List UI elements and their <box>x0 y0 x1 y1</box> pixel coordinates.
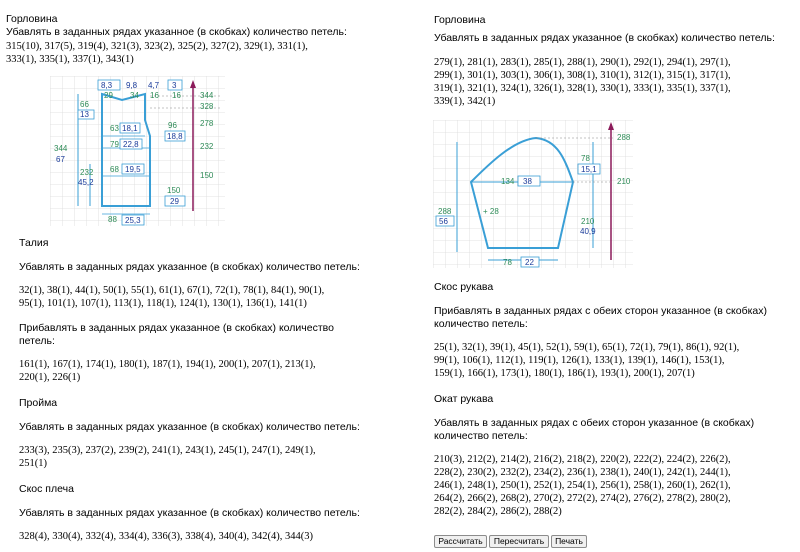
sleeve-neck-rows-line: 339(1), 342(1) <box>434 96 496 107</box>
label-text: 67 <box>56 155 65 164</box>
label-text: 56 <box>439 217 448 226</box>
label-text: 16 <box>150 91 159 100</box>
waist-dec-rows-line: 32(1), 38(1), 44(1), 50(1), 55(1), 61(1), 67(1), 72(1), 78(1), 84(1), 90(1), <box>19 285 325 296</box>
armhole-rows-line: 251(1) <box>19 458 47 469</box>
label-text: 134 <box>501 177 515 186</box>
sleeve-neck-rows-line: 279(1), 281(1), 283(1), 285(1), 288(1), 290(1), 292(1), 294(1), 297(1), <box>434 57 731 68</box>
sleeve-cap-title: Окат рукава <box>434 393 494 405</box>
label-text: 328 <box>200 102 214 111</box>
sleeve-slope-instruction: количество петель: <box>434 318 528 330</box>
label-text: 38 <box>523 177 532 186</box>
armhole-rows-line: 233(3), 235(3), 237(2), 239(2), 241(1), 243(1), 245(1), 247(1), 249(1), <box>19 445 316 456</box>
label-text: 15,1 <box>581 165 597 174</box>
waist-inc-rows-line: 220(1), 226(1) <box>19 372 81 383</box>
label-text: 4,7 <box>148 81 160 90</box>
label-text: 66 <box>80 100 89 109</box>
sleeve-slope-title: Скос рукава <box>434 281 494 293</box>
label-text: 150 <box>200 171 214 180</box>
waist-title: Талия <box>19 237 49 249</box>
label-text: 22 <box>525 258 534 267</box>
neck-instruction: Убавлять в заданных рядах указанное (в скобках) количество петель: <box>6 26 347 38</box>
label-text: 78 <box>503 258 512 267</box>
body-diagram <box>50 76 225 226</box>
armhole-instruction: Убавлять в заданных рядах указанное (в скобках) количество петель: <box>19 421 360 433</box>
label-text: 29 <box>170 197 179 206</box>
label-text: 96 <box>168 121 177 130</box>
label-text: + 28 <box>483 207 499 216</box>
shoulder-rows-line: 328(4), 330(4), 332(4), 334(4), 336(3), 338(4), 340(4), 342(4), 344(3) <box>19 531 313 542</box>
label-text: 232 <box>200 142 214 151</box>
waist-inc-instruction: Прибавлять в заданных рядах указанное (в скобках) количество <box>19 322 334 334</box>
waist-dec-rows-line: 95(1), 101(1), 107(1), 113(1), 118(1), 124(1), 130(1), 136(1), 141(1) <box>19 298 307 309</box>
grid <box>433 120 633 268</box>
sleeve-diagram <box>433 120 633 268</box>
sleeve-slope-instruction: Прибавлять в заданных рядах с обеих сторон указанное (в скобках) <box>434 305 767 317</box>
label-text: 3 <box>172 81 177 90</box>
sleeve-cap-rows-line: 246(1), 248(1), 250(1), 252(1), 254(1), 256(1), 258(1), 260(1), 262(1), <box>434 480 731 491</box>
sleeve-cap-rows-line: 228(2), 230(2), 232(2), 234(2), 236(1), 238(1), 240(1), 242(1), 244(1), <box>434 467 731 478</box>
label-text: 288 <box>438 207 452 216</box>
label-text: 278 <box>200 119 214 128</box>
label-text: 232 <box>80 168 94 177</box>
label-text: 79 <box>110 140 119 149</box>
sleeve-neck-instruction: Убавлять в заданных рядах указанное (в скобках) количество петель: <box>434 32 775 44</box>
shoulder-instruction: Убавлять в заданных рядах указанное (в скобках) количество петель: <box>19 507 360 519</box>
label-text: 63 <box>110 124 119 133</box>
label-text: 344 <box>54 144 68 153</box>
label-text: 29 <box>104 91 113 100</box>
label-text: 34 <box>130 91 139 100</box>
print-button[interactable]: Печать <box>551 535 587 548</box>
label-text: 210 <box>617 177 631 186</box>
label-text: 18,8 <box>167 132 183 141</box>
neck-title: Горловина <box>6 13 58 25</box>
sleeve-slope-rows-line: 159(1), 166(1), 173(1), 180(1), 186(1), 193(1), 200(1), 207(1) <box>434 368 695 379</box>
sleeve-neck-title: Горловина <box>434 14 486 26</box>
sleeve-cap-rows-line: 282(2), 284(2), 286(2), 288(2) <box>434 506 562 517</box>
sleeve-cap-rows-line: 264(2), 266(2), 268(2), 270(2), 272(2), 274(2), 276(2), 278(2), 280(2), <box>434 493 731 504</box>
sleeve-cap-instruction: Убавлять в заданных рядах с обеих сторон указанное (в скобках) <box>434 417 755 429</box>
label-text: 78 <box>581 154 590 163</box>
sleeve-neck-rows-line: 319(1), 321(1), 324(1), 326(1), 328(1), 330(1), 333(1), 335(1), 337(1), <box>434 83 731 94</box>
label-text: 150 <box>167 186 181 195</box>
label-text: 288 <box>617 133 631 142</box>
waist-inc-instruction: петель: <box>19 335 55 347</box>
sleeve-slope-rows-line: 25(1), 32(1), 39(1), 45(1), 52(1), 59(1), 65(1), 72(1), 79(1), 86(1), 92(1), <box>434 342 740 353</box>
label-text: 16 <box>172 91 181 100</box>
sleeve-cap-rows-line: 210(3), 212(2), 214(2), 216(2), 218(2), 220(2), 222(2), 224(2), 226(2), <box>434 454 731 465</box>
recalculate-button[interactable]: Пересчитать <box>489 535 549 548</box>
label-text: 45,2 <box>78 178 94 187</box>
body-diagram-svg <box>50 76 225 226</box>
label-text: 22,8 <box>123 140 139 149</box>
neck-rows-line: 315(10), 317(5), 319(4), 321(3), 323(2), 325(2), 327(2), 329(1), 331(1), <box>6 41 308 52</box>
label-text: 18,1 <box>122 124 138 133</box>
label-text: 40,9 <box>580 227 596 236</box>
label-text: 13 <box>80 110 89 119</box>
shoulder-title: Скос плеча <box>19 483 74 495</box>
label-text: 8,3 <box>101 81 113 90</box>
label-text: 210 <box>581 217 595 226</box>
label-text: 68 <box>110 165 119 174</box>
neck-rows-line: 333(1), 335(1), 337(1), 343(1) <box>6 54 134 65</box>
sleeve-neck-rows-line: 299(1), 301(1), 303(1), 306(1), 308(1), 310(1), 312(1), 315(1), 317(1), <box>434 70 731 81</box>
sleeve-cap-instruction: количество петель: <box>434 430 528 442</box>
waist-inc-rows-line: 161(1), 167(1), 174(1), 180(1), 187(1), 194(1), 200(1), 207(1), 213(1), <box>19 359 316 370</box>
label-text: 88 <box>108 215 117 224</box>
label-text: 9,8 <box>126 81 138 90</box>
label-text: 25,3 <box>125 216 141 225</box>
sleeve-diagram-svg <box>433 120 633 268</box>
sleeve-slope-rows-line: 99(1), 106(1), 112(1), 119(1), 126(1), 133(1), 139(1), 146(1), 153(1), <box>434 355 725 366</box>
label-text: 344 <box>200 91 214 100</box>
armhole-title: Пройма <box>19 397 58 409</box>
calculate-button[interactable]: Рассчитать <box>434 535 487 548</box>
waist-dec-instruction: Убавлять в заданных рядах указанное (в скобках) количество петель: <box>19 261 360 273</box>
label-text: 19,5 <box>125 165 141 174</box>
